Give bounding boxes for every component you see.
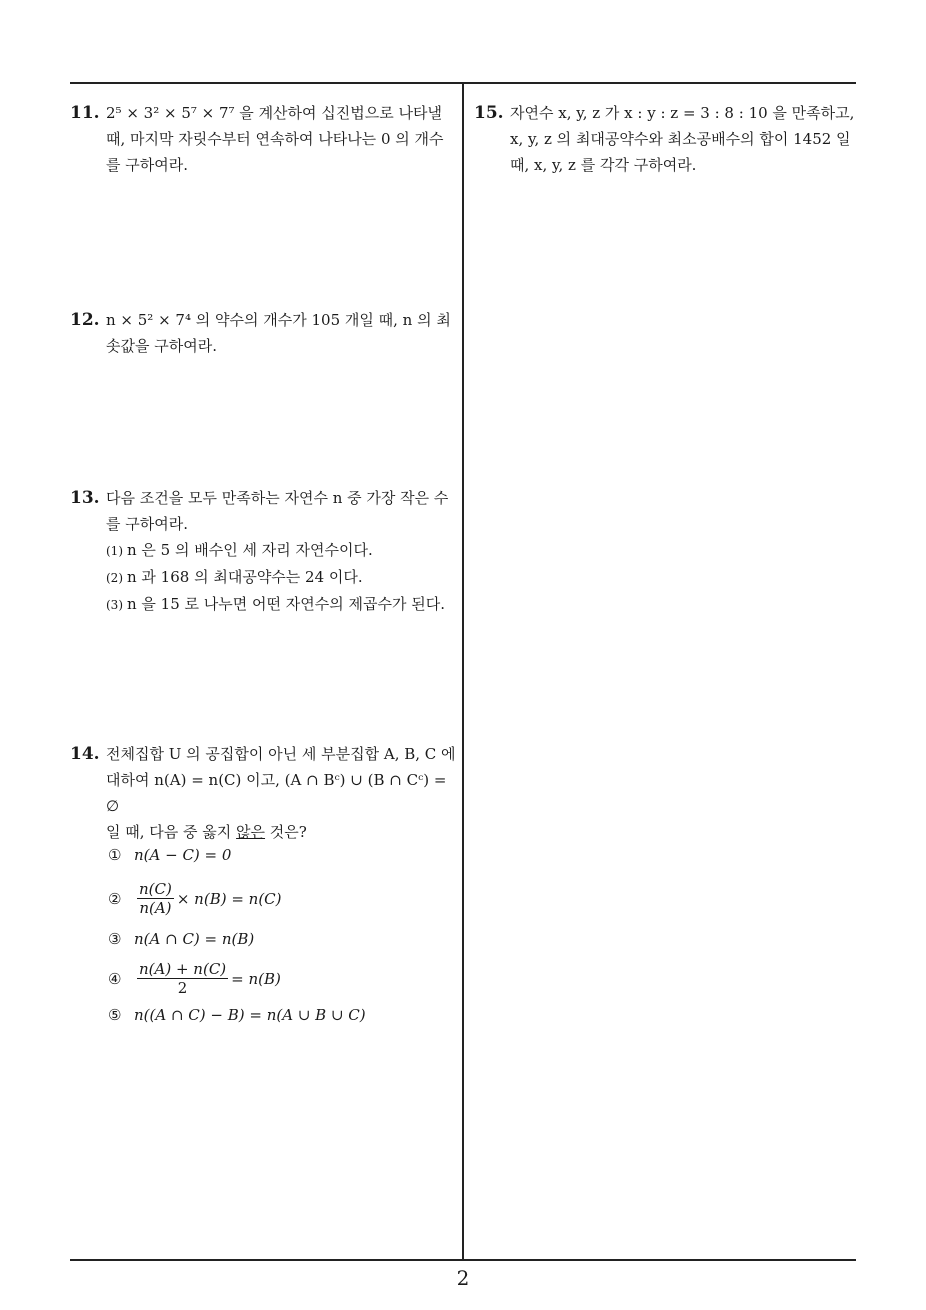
problem-number: 14. [70, 744, 100, 764]
choice-expression: n((A ∩ C) − B) = n(A ∪ B ∪ C) [134, 1006, 366, 1024]
problem-15 [474, 100, 860, 178]
problem-text-line-2: 대하여 n(A) = n(C) 이고, (A ∩ Bᶜ) ∪ (B ∩ Cᶜ) = ∅ [106, 771, 447, 815]
underlined-word: 않은 [236, 823, 266, 841]
problem-text-line-3 [106, 819, 456, 845]
problem-11 [70, 100, 456, 178]
fraction-denominator: 2 [177, 979, 188, 997]
condition-text: n 을 15 로 나누면 어떤 자연수의 제곱수가 된다. [127, 595, 445, 613]
choice-expression: n(A ∩ C) = n(B) [134, 930, 255, 948]
condition-text: n 은 5 의 배수인 세 자리 자연수이다. [127, 541, 373, 559]
text-prefix: 일 때, 다음 중 옳지 [106, 823, 237, 841]
choice-mark: ② [108, 889, 122, 908]
condition-label: (3) [106, 598, 123, 612]
problem-text: n × 5² × 7⁴ 의 약수의 개수가 105 개일 때, n 의 최솟값을 구하여라. [106, 311, 451, 355]
problem-text: 2⁵ × 3² × 5⁷ × 7⁷ 을 계산하여 십진법으로 나타낼 때, 마지막 자릿수부터 연속하여 나타나는 0 의 개수를 구하여라. [106, 104, 444, 174]
choice-mark: ① [108, 846, 122, 864]
fraction-denominator: n(A) [139, 899, 172, 917]
problem-number: 12. [70, 310, 100, 330]
problem-text: 자연수 x, y, z 가 x : y : z = 3 : 8 : 10 을 만족하고, x, y, z 의 최대공약수와 최소공배수의 합이 1452 일 때, x, y, z 를 각각 구하여라. [510, 104, 855, 174]
condition-item [106, 591, 456, 618]
choice-expression: n(A − C) = 0 [134, 846, 232, 864]
choice-1[interactable] [108, 846, 231, 864]
choice-expression: = n(B) [231, 969, 281, 988]
choice-mark: ④ [108, 969, 122, 988]
choice-4[interactable] [108, 960, 281, 997]
problem-13 [70, 485, 456, 618]
condition-item [106, 564, 456, 591]
condition-text: n 과 168 의 최대공약수는 24 이다. [127, 568, 363, 586]
choice-2[interactable] [108, 880, 282, 917]
fraction [137, 880, 174, 917]
problem-12 [70, 307, 456, 359]
page-number: 2 [456, 1266, 470, 1290]
problem-text-line-1: 전체집합 U 의 공집합이 아닌 세 부분집합 A, B, C 에 [106, 745, 456, 763]
choice-mark: ⑤ [108, 1006, 122, 1024]
choice-expression: × n(B) = n(C) [176, 889, 282, 908]
fraction [137, 960, 228, 997]
fraction-numerator: n(C) [139, 880, 172, 898]
problem-14 [70, 741, 456, 845]
problem-text: 다음 조건을 모두 만족하는 자연수 n 중 가장 작은 수를 구하여라. [106, 489, 449, 533]
text-suffix: 것은? [265, 823, 307, 841]
condition-item [106, 537, 456, 564]
problem-number: 15. [474, 103, 504, 123]
choice-5[interactable] [108, 1006, 366, 1024]
choice-mark: ③ [108, 930, 122, 948]
condition-label: (2) [106, 571, 123, 585]
choice-3[interactable] [108, 930, 254, 948]
condition-label: (1) [106, 544, 123, 558]
problem-number: 13. [70, 488, 100, 508]
column-divider [462, 82, 464, 1260]
problem-number: 11. [70, 103, 100, 123]
bottom-rule [70, 1259, 856, 1261]
fraction-numerator: n(A) + n(C) [139, 960, 227, 978]
